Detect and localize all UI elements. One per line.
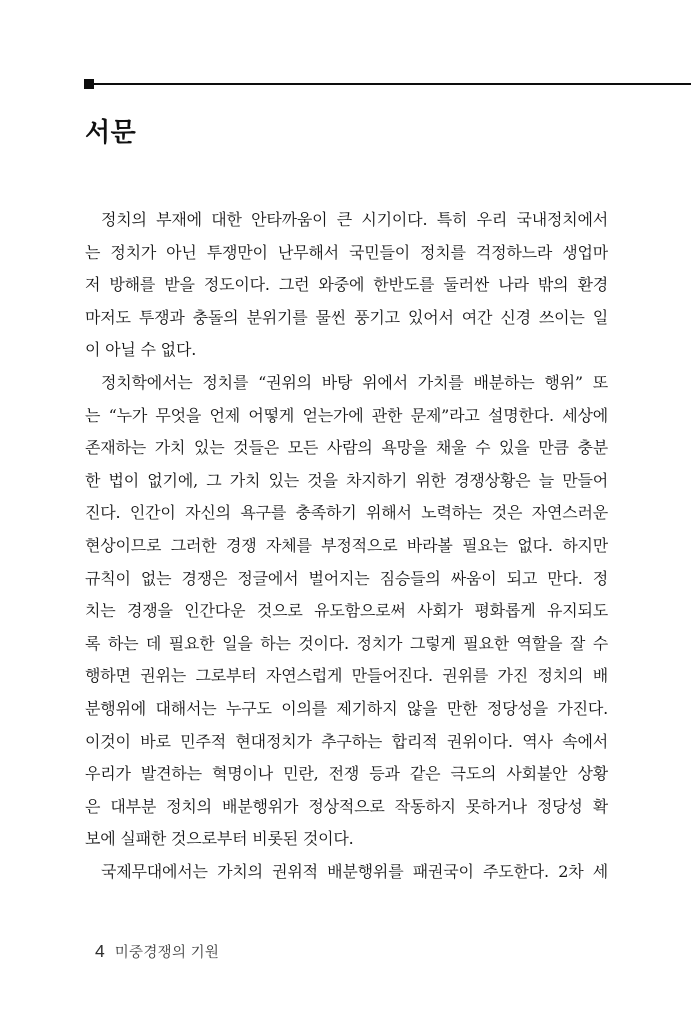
book-title: 미중경쟁의 기원 xyxy=(114,945,220,961)
body-line: 행하면 권위는 그로부터 자연스럽게 만들어진다. 권위를 가진 정치의 배 xyxy=(85,666,608,686)
body-text xyxy=(85,204,608,888)
body-line: 한 법이 없기에, 그 가치 있는 것을 차지하기 위한 경쟁상황은 늘 만들어 xyxy=(85,470,608,490)
page-footer xyxy=(95,941,219,962)
body-line: 는 “누가 무엇을 언제 어떻게 얻는가에 관한 문제”라고 설명한다. 세상에 xyxy=(85,405,608,425)
body-line: 진다. 인간이 자신의 욕구를 충족하기 위해서 노력하는 것은 자연스러운 xyxy=(85,503,608,523)
body-line: 록 하는 데 필요한 일을 하는 것이다. 정치가 그렇게 필요한 역할을 잘 수 xyxy=(85,633,608,653)
body-line: 우리가 발견하는 혁명이나 민란, 전쟁 등과 같은 극도의 사회불안 상황 xyxy=(85,764,608,784)
page-number: 4 xyxy=(95,941,105,961)
body-line: 이 아닐 수 없다. xyxy=(85,340,197,360)
chapter-header-rule xyxy=(85,83,691,85)
body-line: 은 대부분 정치의 배분행위가 정상적으로 작동하지 못하거나 정당성 확 xyxy=(85,796,608,816)
body-line: 정치학에서는 정치를 “권위의 바탕 위에서 가치를 배분하는 행위” 또 xyxy=(101,372,608,392)
body-line: 분행위에 대해서는 누구도 이의를 제기하지 않을 만한 정당성을 가진다. xyxy=(85,698,608,718)
body-line: 치는 경쟁을 인간다운 것으로 유도함으로써 사회가 평화롭게 유지되도 xyxy=(85,601,608,621)
body-line: 저 방해를 받을 정도이다. 그런 와중에 한반도를 둘러싼 나라 밖의 환경 xyxy=(85,275,608,295)
body-line: 국제무대에서는 가치의 권위적 배분행위를 패권국이 주도한다. 2차 세 xyxy=(101,861,608,881)
body-line: 마저도 투쟁과 충돌의 분위기를 물씬 풍기고 있어서 여간 신경 쓰이는 일 xyxy=(85,307,608,327)
body-line: 이것이 바로 민주적 현대정치가 추구하는 합리적 권위이다. 역사 속에서 xyxy=(85,731,608,751)
body-line: 는 정치가 아닌 투쟁만이 난무해서 국민들이 정치를 걱정하느라 생업마 xyxy=(85,242,608,262)
body-line: 보에 실패한 것으로부터 비롯된 것이다. xyxy=(85,829,354,849)
body-line: 현상이므로 그러한 경쟁 자체를 부정적으로 바라볼 필요는 없다. 하지만 xyxy=(85,535,608,555)
body-line: 정치의 부재에 대한 안타까움이 큰 시기이다. 특히 우리 국내정치에서 xyxy=(101,210,608,229)
body-line: 존재하는 가치 있는 것들은 모든 사람의 욕망을 채울 수 있을 만큼 충분 xyxy=(85,438,608,458)
chapter-title: 서문 xyxy=(85,117,137,147)
rule-square-marker xyxy=(84,79,94,89)
body-line: 규칙이 없는 경쟁은 정글에서 벌어지는 짐승들의 싸움이 되고 만다. 정 xyxy=(85,568,608,588)
